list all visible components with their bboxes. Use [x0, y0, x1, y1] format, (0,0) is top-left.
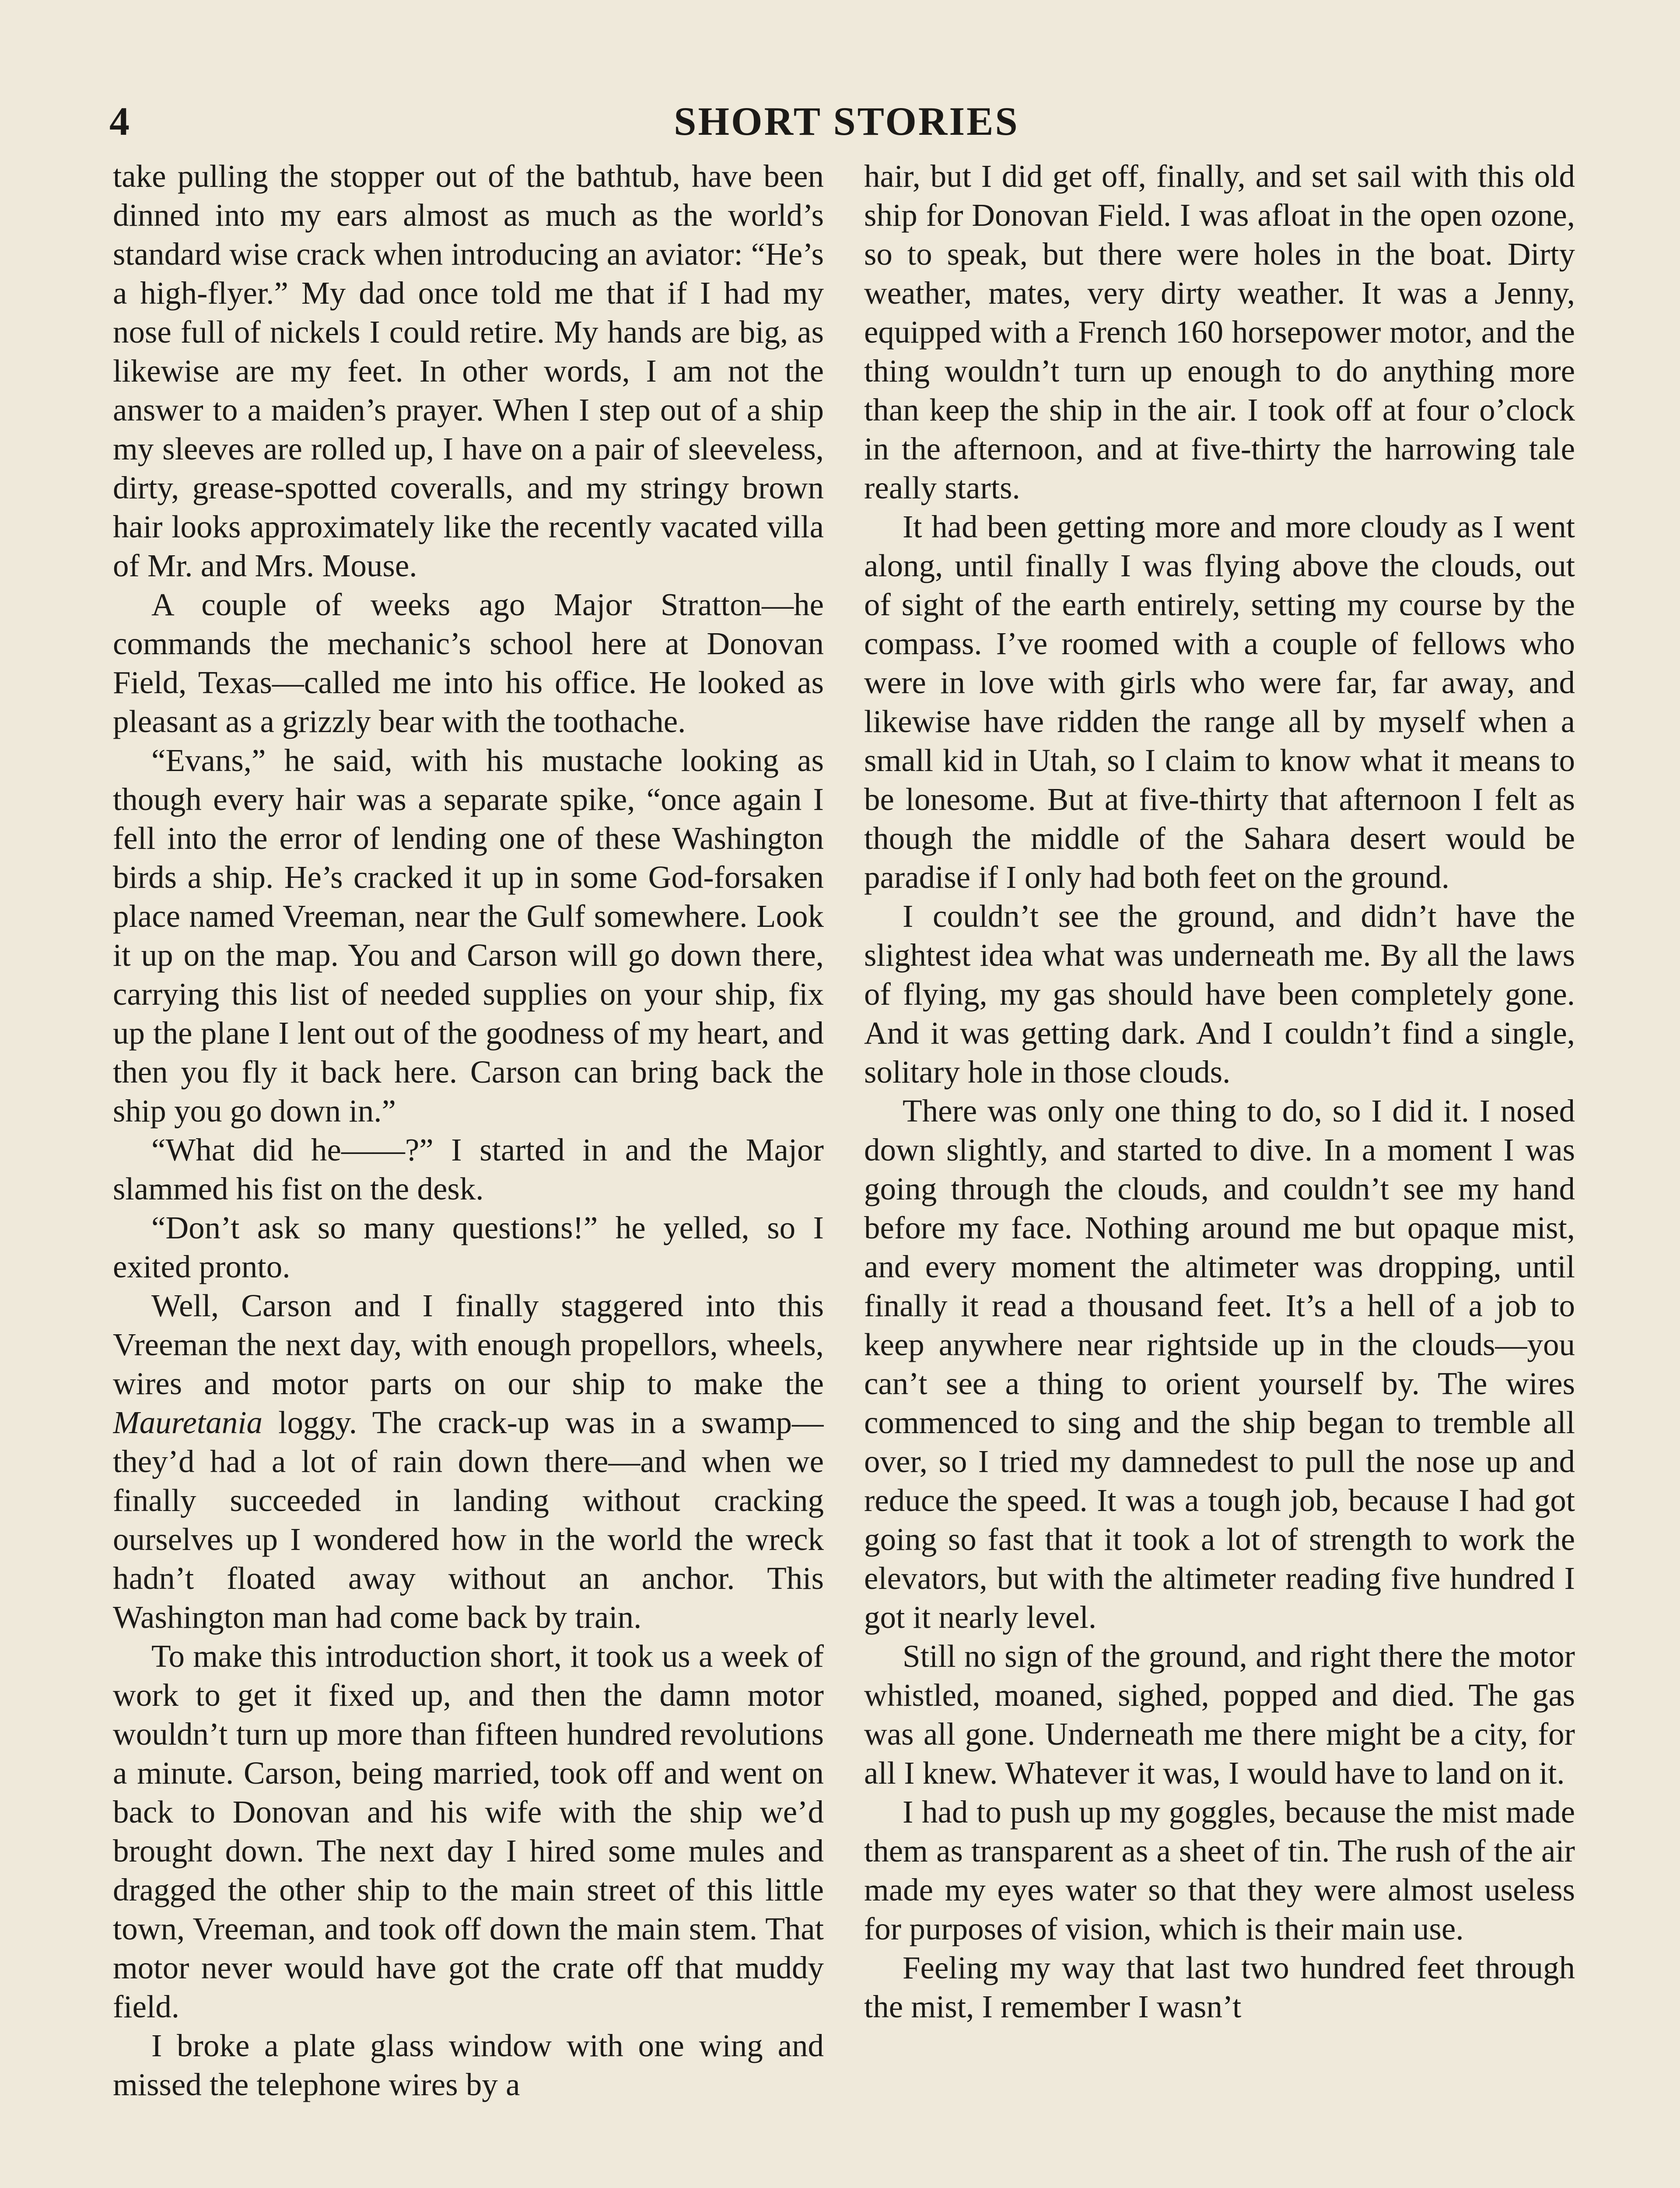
page-header	[109, 97, 1584, 145]
paragraph: It had been getting more and more cloudy as I went along, until finally I was flying above the clouds, out of sight of the earth entirely, setting my course by the compass. I’ve roomed with a couple of fellows who were in love with girls who were far, far away, and likewise have ridden the range all by myself when a small kid in Utah, so I claim to know what it means to be lonesome. But at five-thirty that afternoon I felt as though the middle of the Sahara desert would be paradise if I only had both feet on the ground.	[864, 509, 1575, 895]
paragraph: Still no sign of the ground, and right there the motor whistled, moaned, sighed, popped and died. The gas was all gone. Underneath me there might be a city, for all I knew. Whatever it was, I would have to land on it.	[864, 1638, 1575, 1791]
paragraph	[113, 1286, 824, 1637]
paragraph: “What did he——?” I started in and the Major slammed his fist on the desk.	[113, 1132, 824, 1206]
right-column	[864, 157, 1575, 2188]
paragraph: I had to push up my goggles, because the mist made them as transparent as a sheet of tin. The rush of the air made my eyes water so that they were almost useless for purposes of vision, which is their main use.	[864, 1794, 1575, 1946]
paragraph-text: loggy. The crack-up was in a swamp—they’d had a lot of rain down there—and when we finally succeeded in landing without cracking ourselves up I wondered how in the world the wreck hadn’t floated away without an anchor. This Washington man had come back by train.	[113, 1405, 824, 1635]
paragraph: “Don’t ask so many questions!” he yelled, so I exited pronto.	[113, 1210, 824, 1284]
paragraph: “Evans,” he said, with his mustache looking as though every hair was a separate spike, “once again I fell into the error of lending one of these Washington birds a ship. He’s cracked it up in some God-forsaken place named Vreeman, near the Gulf somewhere. Look it up on the map. You and Carson will go down there, carrying this list of needed supplies on your ship, fix up the plane I lent out of the goodness of my heart, and then you fly it back here. Carson can bring back the ship you go down in.”	[113, 743, 824, 1129]
paragraph: To make this introduction short, it took us a week of work to get it fixed up, and then the damn motor wouldn’t turn up more than fifteen hundred revolutions a minute. Carson, being married, took off and went on back to Donovan and his wife with the ship we’d brought down. The next day I hired some mules and dragged the other ship to the main street of this little town, Vreeman, and took off down the main stem. That motor never would have got the crate off that muddy field.	[113, 1638, 824, 2024]
running-head: SHORT STORIES	[674, 99, 1019, 144]
ship-name-italic: Mauretania	[113, 1405, 262, 1440]
paragraph: There was only one thing to do, so I did it. I nosed down slightly, and started to dive. In a moment I was going through the clouds, and couldn’t see my hand before my face. Nothing around me but opaque mist, and every moment the altimeter was dropping, until finally it read a thousand feet. It’s a hell of a job to keep anywhere near rightside up in the clouds—you can’t see a thing to orient yourself by. The wires commenced to sing and the ship began to tremble all over, so I tried my damnedest to pull the nose up and reduce the speed. It was a tough job, because I had got going so fast that it took a lot of strength to work the elevators, but with the altimeter reading five hundred I got it nearly level.	[864, 1093, 1575, 1635]
paragraph-text: Well, Carson and I finally staggered into this Vreeman the next day, with enough propellors, wheels, wires and motor parts on our ship to make the	[113, 1288, 824, 1401]
page-number: 4	[109, 99, 130, 144]
left-column	[113, 157, 824, 2188]
paragraph: hair, but I did get off, finally, and set sail with this old ship for Donovan Field. I was afloat in the open ozone, so to speak, but there were holes in the boat. Dirty weather, mates, very dirty weather. It was a Jenny, equipped with a French 160 horsepower motor, and the thing wouldn’t turn up enough to do anything more than keep the ship in the air. I took off at four o’clock in the afternoon, and at five-thirty the harrowing tale really starts.	[864, 158, 1575, 505]
paragraph: take pulling the stopper out of the bathtub, have been dinned into my ears almost as much as the world’s standard wise crack when introducing an aviator: “He’s a high-flyer.” My dad once told me that if I had my nose full of nickels I could retire. My hands are big, as likewise are my feet. In other words, I am not the answer to a maiden’s prayer. When I step out of a ship my sleeves are rolled up, I have on a pair of sleeveless, dirty, grease-spotted coveralls, and my stringy brown hair looks approximately like the recently vacated villa of Mr. and Mrs. Mouse.	[113, 158, 824, 583]
paragraph: A couple of weeks ago Major Stratton—he commands the mechanic’s school here at Donovan Field, Texas—called me into his office. He looked as pleasant as a grizzly bear with the toothache.	[113, 587, 824, 739]
paragraph: Feeling my way that last two hundred feet through the mist, I remember I wasn’t	[864, 1950, 1575, 2024]
paragraph: I broke a plate glass window with one wing and missed the telephone wires by a	[113, 2028, 824, 2102]
paragraph: I couldn’t see the ground, and didn’t have the slightest idea what was underneath me. By all the laws of flying, my gas should have been completely gone. And it was getting dark. And I couldn’t find a single, solitary hole in those clouds.	[864, 898, 1575, 1090]
